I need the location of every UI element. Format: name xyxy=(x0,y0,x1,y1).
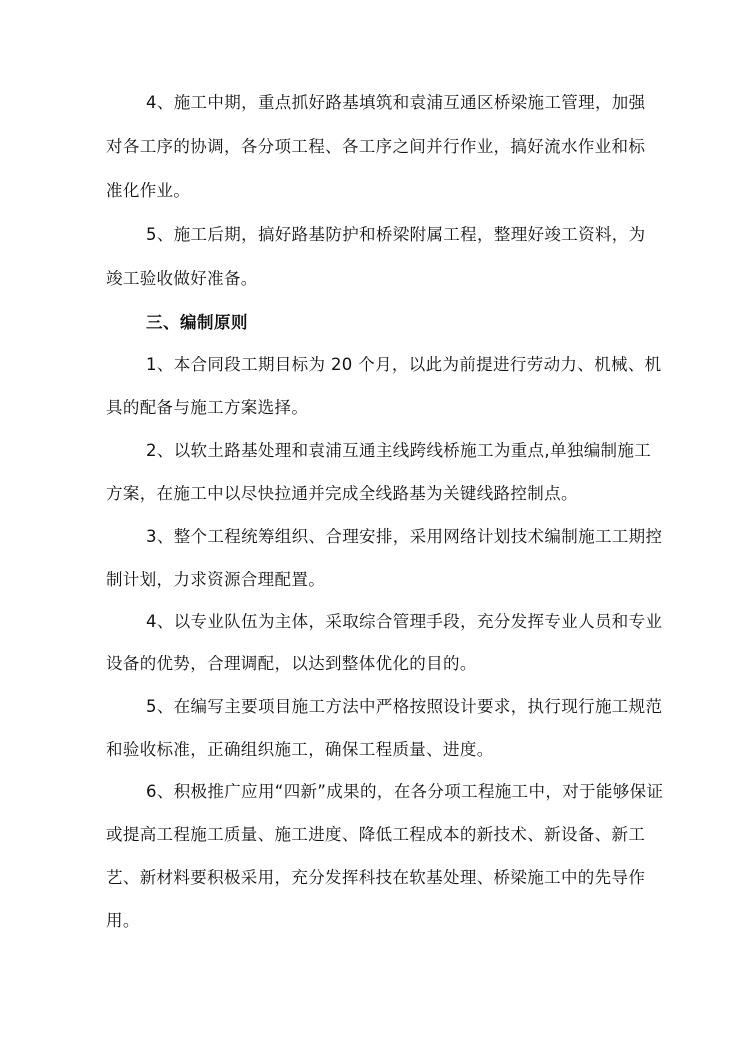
paragraph-5-line-1: 5、施工后期，搞好路基防护和桥梁附属工程，整理好竣工资料，为 xyxy=(146,225,646,244)
principle-6-line-4: 用。 xyxy=(106,911,140,930)
principle-6-line-2: 或提高工程施工质量、施工进度、降低工程成本的新技术、新设备、新工 xyxy=(106,825,646,844)
principle-1-line-2: 具的配备与施工方案选择。 xyxy=(106,398,309,417)
principle-6-line-3: 艺、新材料要积极采用，充分发挥科技在软基处理、桥梁施工中的先导作 xyxy=(106,868,646,887)
principle-1-line-1: 1、本合同段工期目标为 20 个月，以此为前提进行劳动力、机械、机 xyxy=(146,355,662,374)
section-heading: 三、编制原则 xyxy=(146,313,248,332)
principle-2-line-1: 2、以软土路基处理和袁浦互通主线跨线桥施工为重点,单独编制施工 xyxy=(146,441,652,460)
paragraph-4-line-2: 对各工序的协调，各分项工程、各工序之间并行作业，搞好流水作业和标 xyxy=(106,137,646,156)
principle-4-line-1: 4、以专业队伍为主体，采取综合管理手段，充分发挥专业人员和专业 xyxy=(146,612,663,631)
paragraph-4-line-1: 4、施工中期，重点抓好路基填筑和袁浦互通区桥梁施工管理，加强 xyxy=(146,93,646,112)
principle-2-line-2: 方案，在施工中以尽快拉通并完成全线路基为关键线路控制点。 xyxy=(106,484,578,503)
principle-5-line-2: 和验收标准，正确组织施工，确保工程质量、进度。 xyxy=(106,740,494,759)
paragraph-5-line-2: 竣工验收做好准备。 xyxy=(106,269,258,288)
principle-3-line-2: 制计划，力求资源合理配置。 xyxy=(106,570,326,589)
principle-6-line-1: 6、积极推广应用“四新”成果的，在各分项工程施工中，对于能够保证 xyxy=(146,782,664,801)
principle-4-line-2: 设备的优势，合理调配，以达到整体优化的目的。 xyxy=(106,654,477,673)
paragraph-4-line-3: 准化作业。 xyxy=(106,181,191,200)
principle-5-line-1: 5、在编写主要项目施工方法中严格按照设计要求，执行现行施工规范 xyxy=(146,697,663,716)
principle-3-line-1: 3、整个工程统筹组织、合理安排，采用网络计划技术编制施工工期控 xyxy=(146,527,663,546)
